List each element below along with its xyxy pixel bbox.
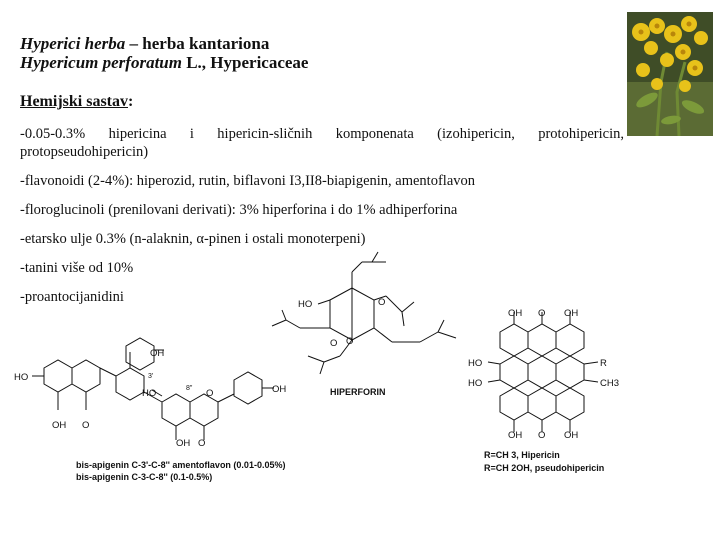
label-o: O bbox=[198, 438, 206, 449]
component-tannins: -tanini više od 10% bbox=[20, 260, 134, 276]
component-essential-oil: -etarsko ulje 0.3% (n-alaknin, α-pinen i ostali monoterpeni) bbox=[20, 231, 366, 247]
label-r: R bbox=[600, 358, 607, 369]
hypericin-caption-2: R=CH 2OH, pseudohipericin bbox=[484, 463, 605, 473]
page-title bbox=[20, 34, 269, 54]
hypericum-plant-photo bbox=[627, 12, 713, 136]
label-o: O bbox=[378, 297, 386, 308]
label-o: O bbox=[82, 420, 90, 431]
component-proanthocyanidins: -proantocijanidini bbox=[20, 289, 124, 305]
component-hypericin-cont: protopseudohipericin) bbox=[20, 144, 149, 160]
label-ho: HO bbox=[468, 378, 483, 389]
label-oh: OH bbox=[52, 420, 67, 431]
hypericin-caption-1: R=CH 3, Hipericin bbox=[484, 450, 560, 460]
title-species: Hypericum perforatum bbox=[20, 53, 182, 72]
label-oh: OH bbox=[564, 430, 579, 441]
label-o: O bbox=[346, 336, 354, 347]
label-ho: HO bbox=[298, 299, 313, 310]
label-o: O bbox=[206, 388, 214, 399]
label-ho: HO bbox=[142, 388, 157, 399]
chemical-structures bbox=[0, 245, 720, 540]
label-o: O bbox=[538, 430, 546, 441]
section-heading-text: Hemijski sastav bbox=[20, 93, 128, 110]
page-subtitle bbox=[20, 53, 308, 73]
label-ch3: CH3 bbox=[600, 378, 620, 389]
title-common-name: – herba kantariona bbox=[125, 34, 270, 53]
section-heading bbox=[20, 93, 133, 111]
label-pos8: 8" bbox=[186, 385, 193, 392]
component-phloroglucinols: -floroglucinoli (prenilovani derivati): 3% hiperforina i do 1% adhiperforina bbox=[20, 202, 458, 218]
label-o: O bbox=[538, 308, 546, 319]
title-family: L., Hypericaceae bbox=[181, 53, 309, 72]
section-heading-colon: : bbox=[128, 93, 134, 110]
component-hypericin: -0.05-0.3% hipericina i hipericin-sličnih komponenata (izohipericin, protohipericin, bbox=[20, 126, 624, 142]
biapigenin-caption-2: bis-apigenin C-3-C-8'' (0.1-0.5%) bbox=[76, 472, 213, 482]
label-oh: OH bbox=[150, 348, 165, 359]
title-latin-drug: Hyperici herba bbox=[20, 34, 126, 53]
hypericin-structure bbox=[488, 312, 598, 432]
label-ho: HO bbox=[14, 372, 29, 383]
label-o: O bbox=[330, 338, 338, 349]
label-oh: OH bbox=[176, 438, 191, 449]
label-pos3: 3' bbox=[148, 373, 154, 380]
label-oh: OH bbox=[564, 308, 579, 319]
label-oh: OH bbox=[508, 308, 523, 319]
label-oh: OH bbox=[272, 384, 287, 395]
label-oh: OH bbox=[508, 430, 523, 441]
biapigenin-caption-1: bis-apigenin C-3'-C-8'' amentoflavon (0.01-0.05%) bbox=[76, 460, 286, 470]
label-ho: HO bbox=[468, 358, 483, 369]
hyperforin-structure bbox=[272, 252, 456, 374]
component-flavonoids: -flavonoidi (2-4%): hiperozid, rutin, biflavoni I3,II8-biapigenin, amentoflavon bbox=[20, 173, 476, 189]
hyperforin-label: HIPERFORIN bbox=[330, 387, 386, 397]
